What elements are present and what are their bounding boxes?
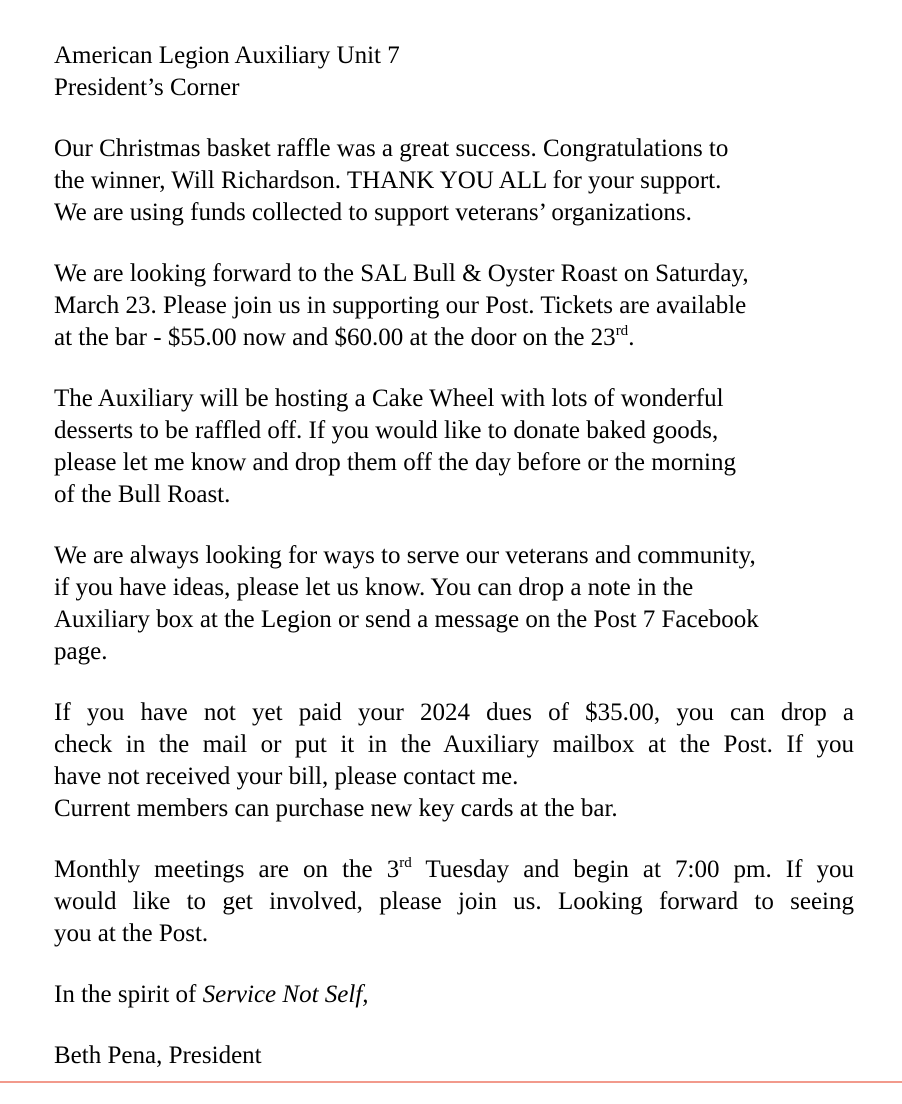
header bbox=[54, 40, 854, 104]
closing-line bbox=[54, 979, 854, 1011]
text-line: have not received your bill, please contact me. bbox=[54, 763, 519, 790]
text-line: please let me know and drop them off the day before or the morning bbox=[54, 449, 736, 476]
text-line: desserts to be raffled off. If you would like to donate baked goods, bbox=[54, 417, 719, 444]
text-line: March 23. Please join us in supporting our Post. Tickets are available bbox=[54, 292, 747, 319]
page-title: President’s Corner bbox=[54, 74, 240, 101]
text-line: page. bbox=[54, 638, 108, 665]
text-line: The Auxiliary will be hosting a Cake Wheel with lots of wonderful bbox=[54, 385, 724, 412]
paragraph-roast bbox=[54, 258, 854, 354]
text-span: at the bar - $55.00 now and $60.00 at the door on the 23 bbox=[54, 324, 616, 351]
paragraph-meetings bbox=[54, 854, 854, 950]
ordinal-suffix: rd bbox=[399, 855, 412, 871]
text-line: We are always looking for ways to serve our veterans and community, bbox=[54, 542, 756, 569]
text-line: Current members can purchase new key cards at the bar. bbox=[54, 795, 618, 822]
bottom-divider bbox=[0, 1081, 902, 1083]
motto: Service Not Self, bbox=[202, 981, 369, 1008]
text-line bbox=[54, 854, 854, 886]
paragraph-cake-wheel bbox=[54, 383, 854, 511]
text-line: We are looking forward to the SAL Bull & Oyster Roast on Saturday, bbox=[54, 260, 749, 287]
text-span: Monthly meetings are on the 3 bbox=[54, 856, 400, 883]
paragraph-dues bbox=[54, 697, 854, 825]
text-line: check in the mail or put it in the Auxiliary mailbox at the Post. If you bbox=[54, 731, 854, 758]
org-name: American Legion Auxiliary Unit 7 bbox=[54, 42, 400, 69]
text-line: If you have not yet paid your 2024 dues of $35.00, you can drop a bbox=[54, 699, 854, 726]
text-span: . bbox=[628, 324, 635, 351]
text-line: of the Bull Roast. bbox=[54, 481, 231, 508]
paragraph-ideas bbox=[54, 540, 854, 668]
signature: Beth Pena, President bbox=[54, 1042, 262, 1069]
text-line: you at the Post. bbox=[54, 920, 209, 947]
text-line: We are using funds collected to support veterans’ organizations. bbox=[54, 199, 692, 226]
text-line: Our Christmas basket raffle was a great success. Congratulations to bbox=[54, 135, 729, 162]
document-body bbox=[54, 40, 854, 1072]
text-span: Tuesday and begin at 7:00 pm. If you bbox=[411, 856, 854, 883]
text-line: would like to get involved, please join us. Looking forward to seeing bbox=[54, 888, 854, 915]
text-line: if you have ideas, please let us know. You can drop a note in the bbox=[54, 574, 694, 601]
ordinal-suffix: rd bbox=[615, 323, 629, 339]
text-line: Auxiliary box at the Legion or send a message on the Post 7 Facebook bbox=[54, 606, 759, 633]
paragraph-raffle bbox=[54, 133, 854, 229]
text-span: In the spirit of bbox=[54, 981, 203, 1008]
text-line bbox=[54, 322, 854, 354]
text-line: the winner, Will Richardson. THANK YOU ALL for your support. bbox=[54, 167, 722, 194]
